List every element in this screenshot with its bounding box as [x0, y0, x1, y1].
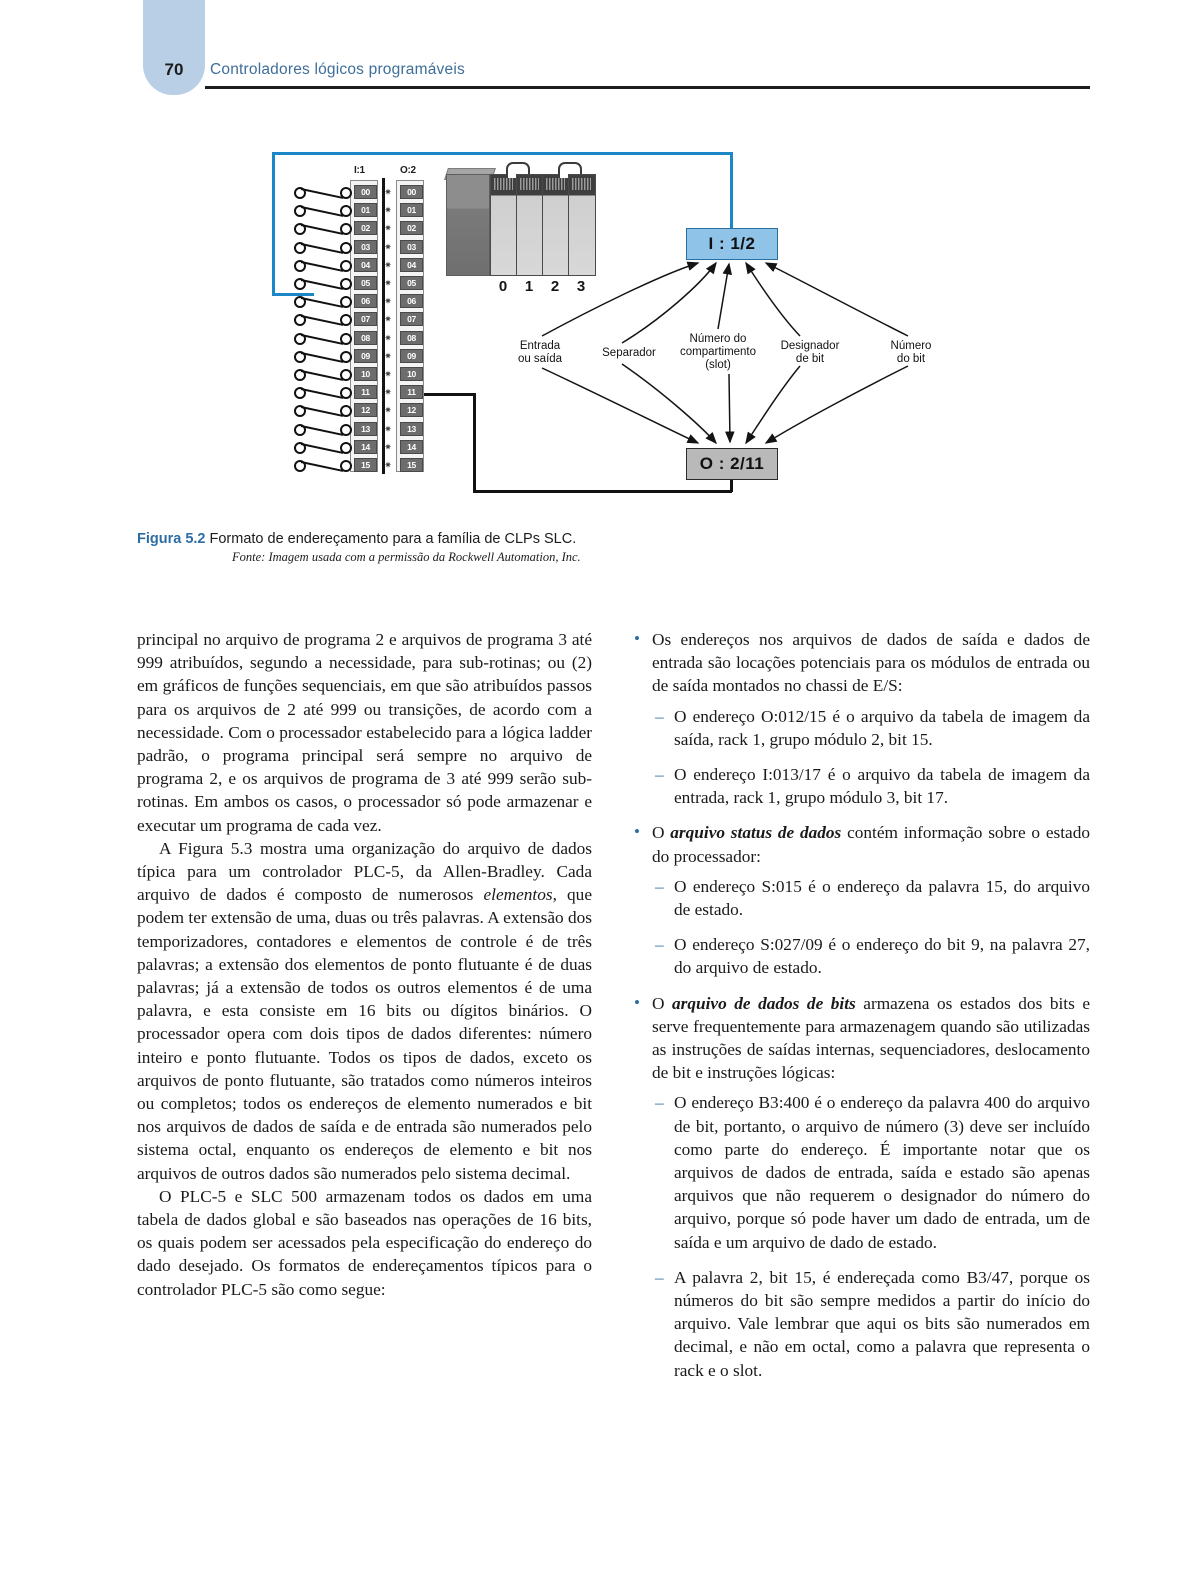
bullet-lead-text: • Os endereços nos arquivos de dados de saída e dados de entrada são locações potenciais para os módulos de entrada ou de saída montados no chassi de E/S:: [652, 630, 1090, 696]
figure-caption-text: Formato de endereçamento para a família de CLPs SLC.: [209, 531, 577, 547]
input-terminal: 02: [354, 221, 377, 235]
input-terminal: 04: [354, 258, 377, 272]
input-terminal: 10: [354, 367, 377, 381]
page-number: 70: [164, 60, 184, 79]
callout-slot-line1: Número do: [689, 333, 747, 345]
screw-icon: ✷: [384, 387, 392, 398]
screw-icon: ✷: [384, 350, 392, 361]
slot-number-label: 3: [576, 278, 586, 295]
screw-icon: ✷: [384, 205, 392, 216]
output-terminal: 03: [400, 240, 423, 254]
paragraph: A Figura 5.3 mostra uma organização do arquivo de dados típica para um controlador PLC-5, da Allen-Bradley. Cada arquivo de dados é composto de numerosos elementos, que podem ter extensão de uma, duas ou três palavras. A extensão dos temporizadores, contadores e elementos de controle é de três palavras; a extensão dos elementos de ponto flutuante é de duas palavras; já a extensão de todos os outros elementos é de uma palavra, e esta consiste em 16 bits ou dígitos binários. O processador opera com dois tipos de dados diferentes: número inteiro e ponto flutuante. Todos os tipos de dados, exceto os arquivos de ponto flutuante, são tratados como números inteiros ou completos; todos os endereços de elemento numerados e bit nos arquivos de dados de saída e de entrada são numerados pelo sistema octal, enquanto os endereços de elemento e bit nos arquivos de outros dados são numerados pelo sistema decimal.: [137, 838, 592, 1183]
screw-icon: ✷: [384, 296, 392, 307]
sub-list-item: – O endereço S:015 é o endereço da palavra 15, do arquivo de estado.: [652, 875, 1090, 921]
bullet-item: [632, 821, 1090, 979]
bullet-list: [632, 628, 1090, 1382]
callout-slot-line3: (slot): [705, 359, 731, 371]
screw-icon: ✷: [384, 314, 392, 325]
output-terminal: 08: [400, 331, 423, 345]
screw-icon: ✷: [384, 460, 392, 470]
sub-list-item: – O endereço I:013/17 é o arquivo da tabela de imagem da entrada, rack 1, grupo módulo 3, bit 17.: [652, 763, 1090, 809]
callout-numero-bit-line2: do bit: [896, 353, 926, 365]
emphasis-term: arquivo status de dados: [670, 823, 842, 843]
output-terminal: 04: [400, 258, 423, 272]
sub-list: [652, 1091, 1090, 1381]
callout-arrows: [260, 140, 990, 520]
callout-entrada-line1: Entrada: [519, 340, 561, 352]
output-terminal: 05: [400, 276, 423, 290]
screw-icon: ✷: [384, 241, 392, 252]
slot-number-label: 1: [524, 278, 534, 295]
sub-list: [652, 875, 1090, 980]
screw-icon: ✷: [384, 332, 392, 343]
bullet-lead-text: • O arquivo status de dados contém informação sobre o estado do processador:: [652, 823, 1090, 866]
sub-list-item: – O endereço B3:400 é o endereço da palavra 400 do arquivo de bit, portanto, o arquivo de número (3) deve ser incluído como parte do endereço. É importante notar que os arquivos de dados de entrada, saída e estado são apenas arquivos que não requerem o designador do número do arquivo, porque só pode haver um dado de entrada, um de saída e um arquivo de dado de estado.: [652, 1091, 1090, 1253]
callout-slot-line2: compartimento: [679, 346, 757, 358]
emphasis-term: arquivo de dados de bits: [672, 993, 856, 1013]
output-terminal: 15: [400, 458, 423, 472]
figure-caption-source: Fonte: Imagem usada com a permissão da Rockwell Automation, Inc.: [232, 550, 581, 564]
header-rule: [205, 86, 1090, 89]
running-head: Controladores lógicos programáveis: [210, 61, 465, 78]
body-column-left: [137, 628, 592, 1301]
sub-list-item: – O endereço S:027/09 é o endereço do bit 9, na palavra 27, do arquivo de estado.: [652, 933, 1090, 979]
output-terminal: 12: [400, 403, 423, 417]
bullet-item: [632, 992, 1090, 1382]
screw-icon: ✷: [384, 441, 392, 452]
input-terminal: 11: [354, 385, 377, 399]
input-terminal: 09: [354, 349, 377, 363]
output-terminal: 07: [400, 312, 423, 326]
input-terminal: 13: [354, 422, 377, 436]
callout-designador-line2: de bit: [795, 353, 825, 365]
screw-icon: ✷: [384, 369, 392, 379]
sub-list: [652, 705, 1090, 810]
input-terminal: 12: [354, 403, 377, 417]
output-terminal: 10: [400, 367, 423, 381]
output-terminal: 02: [400, 221, 423, 235]
input-terminal: 01: [354, 203, 377, 217]
screw-icon: ✷: [384, 187, 392, 197]
figure-caption: [137, 530, 757, 565]
input-terminal: 15: [354, 458, 377, 472]
callout-designador-line1: Designador: [780, 340, 840, 352]
body-column-right: [632, 628, 1090, 1394]
input-rail-label: I:1: [354, 165, 365, 176]
paragraph: principal no arquivo de programa 2 e arquivos de programa 3 até 999 atribuídos, segundo a necessidade, para sub-rotinas; ou (2) em gráficos de funções sequenciais, em que são atribuídos passos para os arquivos de 2 até 999 ou transições, de acordo com a necessidade. Com o processador estabelecido para a lógica ladder padrão, o programa principal será sempre no arquivo de programa 2, e os arquivos de programa de 3 até 999 serão sub-rotinas. Em ambos os casos, o processador só pode armazenar e executar um programa de cada vez.: [137, 630, 592, 835]
output-terminal: 00: [400, 185, 423, 199]
input-address-box: I : 1/2: [686, 228, 778, 260]
output-terminal: 06: [400, 294, 423, 308]
bullet-item: [632, 628, 1090, 809]
screw-icon: ✷: [384, 423, 392, 434]
emphasis-term: elementos: [483, 885, 553, 905]
callout-separador: Separador: [602, 347, 656, 359]
page-tab-decoration: [143, 0, 205, 95]
input-terminal: 14: [354, 440, 377, 454]
paragraph: O PLC-5 e SLC 500 armazenam todos os dados em uma tabela de dados global e são baseados nas operações de 16 bits, os quais podem ser acessados pela especificação do endereço do dado desejado. Os formatos de endereçamentos típicos para o controlador PLC-5 são como segue:: [137, 1186, 592, 1299]
output-terminal: 11: [400, 385, 423, 399]
screw-icon: ✷: [384, 405, 392, 416]
output-terminal: 09: [400, 349, 423, 363]
sub-list-item: – O endereço O:012/15 é o arquivo da tabela de imagem da saída, rack 1, grupo módulo 2, bit 15.: [652, 705, 1090, 751]
screw-icon: ✷: [384, 259, 392, 270]
callout-numero-bit-line1: Número: [890, 340, 932, 352]
input-terminal: 03: [354, 240, 377, 254]
figure-5-2: [260, 140, 990, 520]
output-terminal: 01: [400, 203, 423, 217]
screw-icon: ✷: [384, 223, 392, 234]
output-terminal: 14: [400, 440, 423, 454]
slot-number-label: 0: [498, 278, 508, 295]
screw-icon: ✷: [384, 278, 392, 288]
sub-list-item: – A palavra 2, bit 15, é endereçada como B3/47, porque os números do bit são sempre medidos a partir do início do arquivo. Vale lembrar que aqui os bits são numerados em decimal, e não em octal, como a palavra que representa o rack e o slot.: [652, 1266, 1090, 1382]
callout-entrada-line2: ou saída: [517, 353, 563, 365]
input-terminal: 08: [354, 331, 377, 345]
input-terminal: 07: [354, 312, 377, 326]
output-terminal: 13: [400, 422, 423, 436]
input-terminal: 06: [354, 294, 377, 308]
figure-caption-label: Figura 5.2: [137, 531, 206, 547]
output-address-box: O : 2/11: [686, 448, 778, 480]
output-rail-label: O:2: [400, 165, 416, 176]
input-terminal: 05: [354, 276, 377, 290]
bullet-lead-text: • O arquivo de dados de bits armazena os estados dos bits e serve frequentemente para armazenagem quando são utilizadas as instruções de saídas internas, sequenciadores, deslocamento de bit e instruções lógicas:: [652, 993, 1090, 1083]
input-terminal: 00: [354, 185, 377, 199]
slot-number-label: 2: [550, 278, 560, 295]
